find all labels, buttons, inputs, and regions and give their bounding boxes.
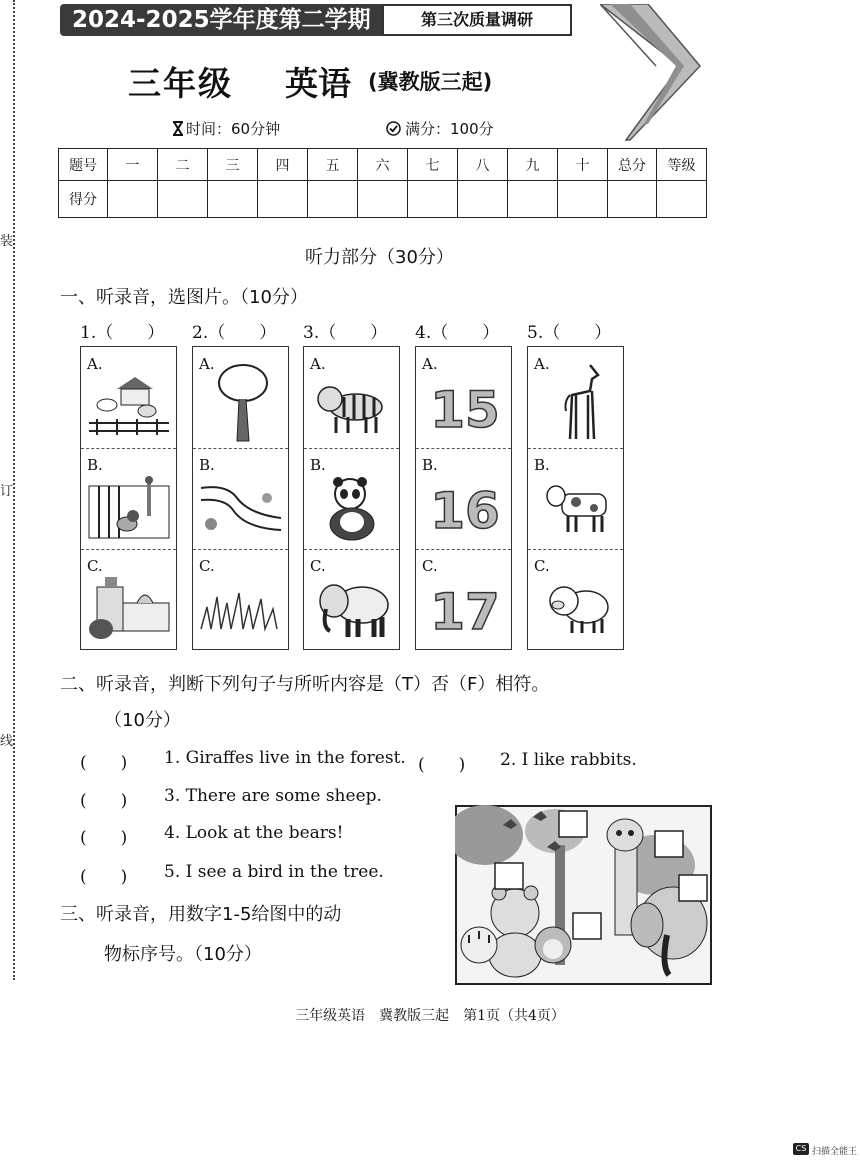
answer-blank[interactable]: ( ) [80,791,128,811]
statement-3: 3. There are some sheep. [164,786,382,806]
listening-part-title: 听力部分（30分） [305,247,454,268]
score-cell[interactable] [608,181,657,218]
row-label-score: 得分 [59,181,108,218]
question-number[interactable]: 1.（ ） [80,323,165,343]
number-image [430,579,500,639]
column-header: 等级 [657,149,707,181]
zoo-image [87,476,171,542]
section1-title: 一、听录音，选图片。（10分） [60,287,308,308]
edition-label: (冀教版三起) [368,70,493,94]
option-a[interactable] [416,347,511,449]
answer-blank[interactable]: ( ) [80,867,128,887]
section2-title: 二、听录音，判断下列句子与所听内容是（T）否（F）相符。 [60,674,550,695]
option-c[interactable] [81,549,176,650]
option-label: A. [534,355,550,373]
question-number[interactable]: 4.（ ） [415,323,500,343]
score-cell[interactable] [408,181,458,218]
statement-2: 2. I like rabbits. [500,750,637,770]
scanner-watermark: 扫描全能王 [812,1147,858,1157]
cow-image [546,482,612,536]
panda-image [318,476,388,542]
score-cell[interactable] [458,181,508,218]
question-1-options [80,346,177,650]
option-b[interactable] [193,448,288,550]
option-label: C. [310,557,326,575]
exam-time: 时间：60分钟 [186,120,281,138]
answer-blank[interactable]: ( ) [80,828,128,848]
tree-image [213,361,273,443]
column-header: 一 [108,149,158,181]
question-5-options [527,346,624,650]
score-cell[interactable] [558,181,608,218]
column-header: 六 [358,149,408,181]
section3-title-line1: 三、听录音，用数字1-5给图中的动 [60,904,342,925]
score-table-score-row [59,181,707,218]
score-cell[interactable] [158,181,208,218]
option-label: C. [199,557,215,575]
year-term-banner: 2024-2025学年度第二学期 [60,4,382,36]
score-cell[interactable] [308,181,358,218]
side-mark-xian: 线 [0,734,14,749]
number-15-text: 15 [430,381,500,437]
answer-blank[interactable]: ( ) [418,755,466,775]
option-label: A. [310,355,326,373]
option-a[interactable] [528,347,623,449]
option-b[interactable] [416,448,511,550]
option-a[interactable] [193,347,288,449]
chevron-decoration-icon [600,4,710,144]
option-label: B. [534,456,550,474]
score-cell[interactable] [258,181,308,218]
option-label: C. [422,557,438,575]
full-score: 满分：100分 [405,120,494,138]
score-cell[interactable] [358,181,408,218]
option-b[interactable] [304,448,399,550]
horse-image [562,361,602,443]
column-header: 五 [308,149,358,181]
score-table-header-row [59,149,707,181]
hourglass-icon [172,121,184,136]
city-image [87,573,171,643]
option-label: A. [422,355,438,373]
option-b[interactable] [528,448,623,550]
number-image [430,377,500,437]
score-table [58,148,707,218]
statement-1: 1. Giraffes live in the forest. [164,748,406,768]
grass-image [197,589,285,633]
page-footer: 三年级英语 冀教版三起 第1页（共4页） [295,1008,565,1024]
answer-blank[interactable]: ( ) [80,753,128,773]
column-header: 四 [258,149,308,181]
column-header: 三 [208,149,258,181]
option-label: B. [199,456,215,474]
side-mark-zhuang: 装 [0,234,14,249]
grade-title: 三年级 [128,64,233,103]
option-a[interactable] [304,347,399,449]
binding-line [13,0,15,980]
column-header: 七 [408,149,458,181]
question-number[interactable]: 5.（ ） [527,323,612,343]
elephant-image [316,579,392,641]
score-cell[interactable] [108,181,158,218]
animal-scene-image [455,805,712,985]
side-mark-ding: 订 [0,484,14,499]
option-label: A. [87,355,103,373]
score-cell[interactable] [508,181,558,218]
river-image [197,478,285,542]
column-header: 九 [508,149,558,181]
option-c[interactable] [416,549,511,650]
option-a[interactable] [81,347,176,449]
section3-title-line2: 物标序号。（10分） [104,944,262,965]
scanner-logo-icon: CS [793,1143,809,1155]
option-c[interactable] [304,549,399,650]
column-header: 总分 [608,149,657,181]
score-cell[interactable] [657,181,707,218]
row-label-question-no: 题号 [59,149,108,181]
score-cell[interactable] [208,181,258,218]
column-header: 二 [158,149,208,181]
statement-5: 5. I see a bird in the tree. [164,862,384,882]
question-number[interactable]: 3.（ ） [303,323,388,343]
number-17-text: 17 [430,583,500,639]
question-3-options [303,346,400,650]
statement-4: 4. Look at the bears! [164,823,344,843]
option-c[interactable] [193,549,288,650]
number-16-text: 16 [430,482,500,538]
column-header: 八 [458,149,508,181]
pig-image [546,579,612,635]
subject-title: 英语 [285,64,351,103]
farm-image [87,371,171,439]
section2-score: （10分） [104,710,181,731]
check-circle-icon [386,121,401,136]
option-label: C. [534,557,550,575]
number-image [430,478,500,538]
option-b[interactable] [81,448,176,550]
survey-label: 第三次质量调研 [382,4,572,36]
tiger-image [314,377,392,437]
option-label: C. [87,557,103,575]
option-c[interactable] [528,549,623,650]
option-label: B. [422,456,438,474]
option-label: A. [199,355,215,373]
question-4-options [415,346,512,650]
question-2-options [192,346,289,650]
option-label: B. [310,456,326,474]
question-number[interactable]: 2.（ ） [192,323,277,343]
option-label: B. [87,456,103,474]
column-header: 十 [558,149,608,181]
